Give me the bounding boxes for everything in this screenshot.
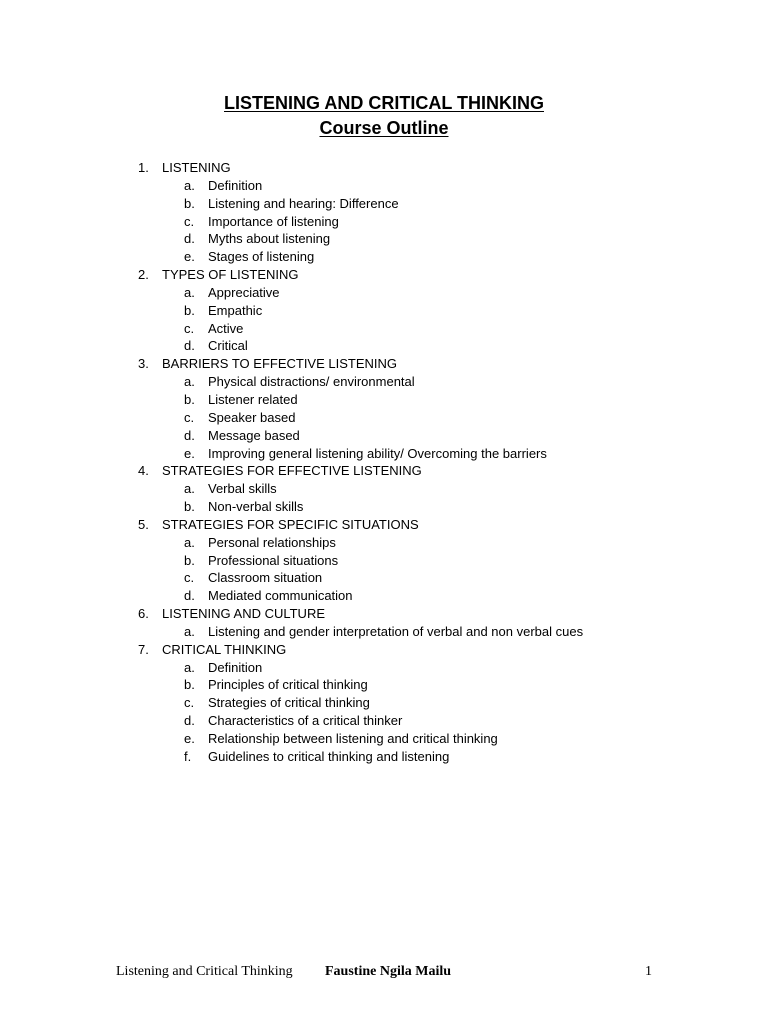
section-number: 7. — [138, 641, 149, 657]
outline-subitem — [138, 213, 698, 231]
outline-subitem — [138, 480, 698, 498]
subitem-text: Appreciative — [208, 284, 280, 300]
course-outline-list — [138, 159, 698, 766]
outline-subitem — [138, 248, 698, 266]
outline-section — [138, 355, 698, 373]
outline-section — [138, 462, 698, 480]
section-label: LISTENING — [162, 160, 231, 175]
outline-subitem — [138, 409, 698, 427]
outline-subitem — [138, 569, 698, 587]
outline-subitem — [138, 694, 698, 712]
subitem-text: Mediated communication — [208, 588, 353, 604]
subitem-letter: c. — [184, 409, 195, 425]
section-number: 6. — [138, 606, 149, 622]
subitem-text: Principles of critical thinking — [208, 677, 368, 693]
subitem-letter: c. — [184, 695, 195, 711]
subitem-letter: d. — [184, 713, 195, 729]
subitem-text: Message based — [208, 427, 300, 443]
outline-subitem — [138, 302, 698, 320]
outline-subitem — [138, 427, 698, 445]
subitem-text: Strategies of critical thinking — [208, 695, 370, 711]
outline-subitem — [138, 445, 698, 463]
subitem-text: Stages of listening — [208, 249, 315, 265]
outline-subitem — [138, 177, 698, 195]
subitem-text: Verbal skills — [208, 481, 277, 497]
subitem-text: Definition — [208, 659, 263, 675]
subitem-text: Personal relationships — [208, 534, 336, 550]
subitem-letter: e. — [184, 249, 195, 265]
subitem-letter: c. — [184, 213, 195, 229]
footer-author: Faustine Ngila Mailu — [325, 964, 452, 979]
subitem-letter: a. — [184, 659, 195, 675]
outline-subitem — [138, 284, 698, 302]
subitem-text: Speaker based — [208, 409, 296, 425]
outline-subitem — [138, 552, 698, 570]
subitem-text: Relationship between listening and critical thinking — [208, 731, 498, 746]
title-block — [0, 91, 768, 141]
outline-section — [138, 159, 698, 177]
outline-subitem — [138, 623, 698, 641]
subitem-text: Improving general listening ability/ Overcoming the barriers — [208, 445, 547, 461]
subitem-text: Guidelines to critical thinking and listening — [208, 748, 450, 764]
outline-subitem — [138, 373, 698, 391]
subitem-letter: a. — [184, 481, 195, 497]
subitem-letter: c. — [184, 320, 195, 336]
subitem-text: Professional situations — [208, 552, 339, 568]
subitem-letter: e. — [184, 445, 195, 461]
subitem-letter: c. — [184, 570, 195, 586]
outline-subitem — [138, 337, 698, 355]
subitem-text: Listening and hearing: Difference — [208, 195, 399, 211]
subitem-text: Listening and gender interpretation of verbal and non verbal cues — [208, 623, 584, 639]
subitem-letter: d. — [184, 231, 195, 247]
section-number: 5. — [138, 516, 149, 532]
subitem-text: Non-verbal skills — [208, 499, 304, 515]
section-label: CRITICAL THINKING — [162, 641, 287, 657]
subitem-letter: b. — [184, 302, 195, 318]
subitem-letter: b. — [184, 499, 195, 515]
page-footer — [116, 962, 652, 982]
subitem-text: Critical — [208, 338, 248, 354]
subitem-text: Characteristics of a critical thinker — [208, 713, 403, 729]
subitem-letter: a. — [184, 177, 195, 193]
subitem-text: Physical distractions/ environmental — [208, 374, 415, 390]
outline-subitem — [138, 712, 698, 730]
subitem-letter: a. — [184, 374, 195, 390]
subitem-text: Myths about listening — [208, 231, 331, 247]
section-label: LISTENING AND CULTURE — [162, 606, 326, 622]
subitem-text: Active — [208, 320, 244, 336]
section-label: TYPES OF LISTENING — [162, 267, 299, 283]
subitem-letter: b. — [184, 677, 195, 693]
outline-section — [138, 605, 698, 623]
footer-title: Listening and Critical Thinking — [116, 964, 293, 979]
subitem-letter: a. — [184, 534, 195, 550]
document-subtitle: Course Outline — [319, 118, 449, 138]
footer-page-number: 1 — [645, 964, 652, 979]
outline-subitem — [138, 730, 698, 748]
subitem-letter: b. — [184, 552, 195, 568]
subitem-letter: a. — [184, 623, 195, 639]
outline-subitem — [138, 498, 698, 516]
document-title: LISTENING AND CRITICAL THINKING — [224, 93, 544, 113]
subitem-text: Importance of listening — [208, 213, 339, 229]
outline-subitem — [138, 587, 698, 605]
subitem-text: Definition — [208, 177, 263, 193]
outline-subitem — [138, 320, 698, 338]
section-number: 1. — [138, 160, 149, 175]
outline-section — [138, 266, 698, 284]
subitem-letter: b. — [184, 195, 195, 211]
outline-subitem — [138, 230, 698, 248]
outline-subitem — [138, 659, 698, 677]
section-number: 2. — [138, 267, 149, 283]
outline-subitem — [138, 676, 698, 694]
subitem-letter: f. — [184, 748, 192, 764]
outline-subitem — [138, 391, 698, 409]
outline-subitem — [138, 534, 698, 552]
subitem-letter: b. — [184, 391, 195, 407]
section-number: 3. — [138, 356, 149, 372]
outline-section — [138, 516, 698, 534]
subitem-letter: e. — [184, 731, 195, 746]
outline-subitem — [138, 195, 698, 213]
section-number: 4. — [138, 463, 149, 479]
section-label: BARRIERS TO EFFECTIVE LISTENING — [162, 356, 398, 372]
subitem-letter: d. — [184, 338, 195, 354]
subitem-letter: d. — [184, 588, 195, 604]
section-label: STRATEGIES FOR EFFECTIVE LISTENING — [162, 463, 422, 479]
subitem-letter: d. — [184, 427, 195, 443]
outline-subitem — [138, 748, 698, 766]
subitem-text: Empathic — [208, 302, 263, 318]
subitem-text: Classroom situation — [208, 570, 323, 586]
outline-section — [138, 641, 698, 659]
subitem-letter: a. — [184, 284, 195, 300]
section-label: STRATEGIES FOR SPECIFIC SITUATIONS — [162, 516, 419, 532]
subitem-text: Listener related — [208, 391, 298, 407]
